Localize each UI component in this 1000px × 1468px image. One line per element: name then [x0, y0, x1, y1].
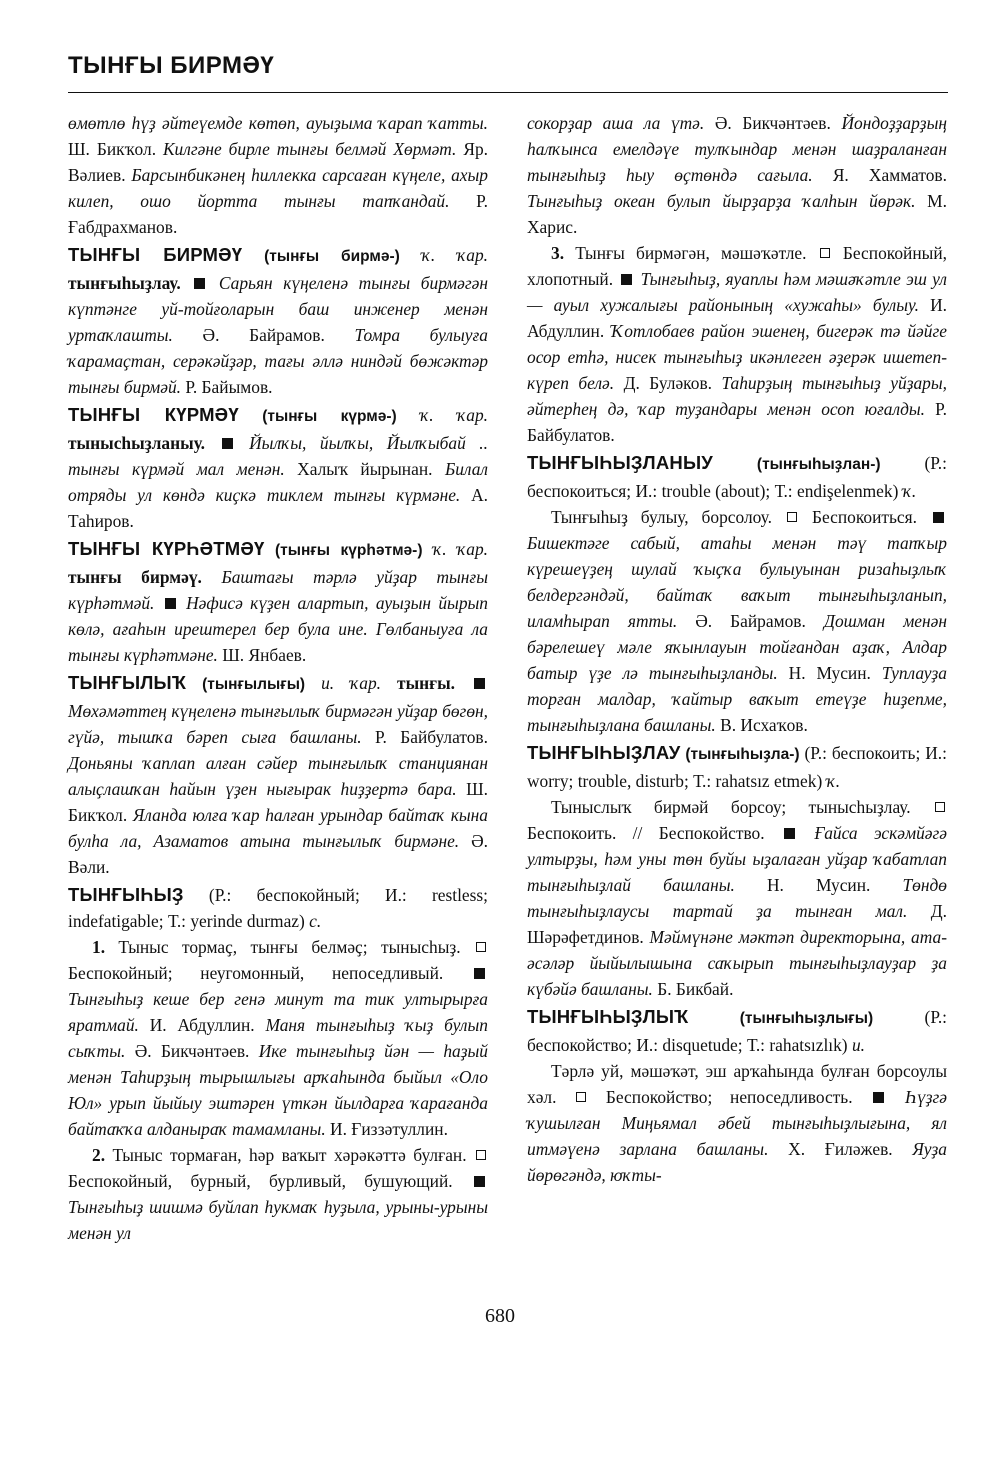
example-text: Йылҡы, йылҡы, Йылҡыбай .. тынғы күрмәй мал менән. [68, 433, 488, 479]
example-text: Ҡотлобаев район эшенең, бигерәк тә йәйге осор етһә, нисек тынғыһыҙ икәнлеген әҙерәк ишетеп-күреп белә. [527, 321, 947, 393]
example-text: ҡ. ҡар. [399, 245, 489, 265]
translation-marker-icon [787, 512, 797, 522]
example-text: Килгәне бирле тынғы белмәй Хөрмәт. [163, 139, 457, 159]
translation-marker-icon [476, 1150, 486, 1160]
plain-text: Ә. Байрамов. [172, 325, 355, 345]
plain-text: Тыныслыҡ бирмәй борсоу; тыныcһыҙлау. [551, 797, 911, 817]
plain-text: Тынғыһыҙ булыу, борсолоу. [551, 507, 772, 527]
example-text: Ике тынғыһыҙ йән — һаҙый менән Таһирҙың тырышлығы арҡаһында быйыл «Оло Юл» урып йыйыу эштәрен үткән йылдарға ҡарағанда байтаҡҡа алданыраҡ тамамланы. [68, 1041, 488, 1139]
example-marker-icon [621, 274, 632, 285]
example-marker-icon [474, 968, 485, 979]
example-text: ҡ. ҡар. [422, 539, 489, 559]
entry-definition [527, 794, 947, 1002]
plain-text: Ә. Бикчәнтәев. [704, 113, 842, 133]
example-text: Дошман менән бәрелешеү мәле яҡынлауын тойғандан аҙаҡ, Алдар батыр үҙе лә тынғыһыҙланды. [527, 611, 947, 683]
plain-text: Беспокоить. // Беспокойство. [527, 823, 765, 843]
headword-stem: (тынғыһыҙлығы) [688, 1010, 874, 1027]
plain-text: И. Абдуллин. [138, 1015, 266, 1035]
headword: ТЫНҒЫ БИРМӘҮ [68, 244, 243, 265]
example-marker-icon [222, 438, 233, 449]
plain-text: Ш. Янбаев. [217, 645, 307, 665]
example-marker-icon [165, 598, 176, 609]
plain-text: Халыҡ йырынан. [284, 459, 445, 479]
dictionary-entry [68, 402, 488, 534]
example-text: Төндө тынғыһыҙлаусы тартай ҙа тынған мал. [527, 875, 947, 921]
dictionary-entry [68, 882, 488, 934]
plain-text: Тынғы бирмәгән, мәшәҡәтле. [564, 243, 807, 263]
example-marker-icon [933, 512, 944, 523]
example-text: Тынғыһыҙ шишмә буйлап һукмаҡ һуҙыла, урыны-урыны менән ул [68, 1197, 488, 1243]
example-text: Яуҙа йөрөгәндә, юҡты- [527, 1139, 947, 1185]
headword-stem: (тынғы күрмә-) [238, 408, 397, 425]
example-text: Нәфисә күҙен алартып, ауыҙын йырып көлә, ағаһын ирештерел бер була ине. Гөлбаныуға ла тынғы күрһәтмәне. [68, 593, 489, 665]
example-text: с. [309, 911, 322, 931]
example-text: Бишектәге сабый, атаһы менән тәү тапҡыр күрешеүҙең шулай ҡыҫҡа булыуынан ризаһыҙлыҡ белдергәндәй, байтаҡ ваҡыт тынғыһыҙланып, иламһырап ятты. [527, 533, 947, 631]
plain-text: (Р.: беспокойный; И.: restless; indefatigable; Т.: yerinde durmaz) [68, 885, 488, 931]
plain-text: М. Харис. [527, 191, 947, 237]
headword-stem: (тынғыһыҙлан-) [713, 456, 881, 473]
dictionary-entry [68, 242, 488, 400]
dictionary-entry [68, 536, 488, 668]
example-marker-icon [873, 1092, 884, 1103]
bold-reference: 2. [92, 1145, 106, 1165]
numbered-sense [68, 934, 488, 1142]
plain-text: Д. Шәрәфетдинов. [527, 901, 947, 947]
example-text: Туплауҙа торған малдар, ҡайтыр ваҡыт етеүҙе һиҙепме, тынғыһыҙлана башланы. [527, 663, 947, 735]
plain-text: Ә. Бикчәнтәев. [125, 1041, 259, 1061]
plain-text: Яр. Вәлиев. [68, 139, 488, 185]
bold-reference: 3. [551, 243, 565, 263]
entry-definition [527, 1058, 947, 1188]
translation-marker-icon [820, 248, 830, 258]
example-text: Һүҙгә ҡушылған Миңьямал әбей тынғыһыҙлығына, ял итмәүенә зарлана башланы. [527, 1087, 947, 1159]
entry-definition [527, 504, 947, 738]
continued-text [527, 110, 947, 240]
bold-reference: тынғыһыҙлау. [68, 273, 181, 293]
plain-text: (Р.: беспокойство; И.: disquetude; Т.: rahatsızlık) [527, 1007, 947, 1055]
example-text: Билал отряды ул көндә киҫкә тиклем тынғы күрмәне. [68, 459, 488, 505]
plain-text: И. Абдуллин. [527, 295, 947, 341]
example-text: өмөтлө һүҙ әйтеүемде көтөп, ауыҙыма ҡарап ҡатты. [68, 113, 488, 133]
translation-marker-icon [476, 942, 486, 952]
example-text: Мәймүнәне мәктәп директорына, ата-әсәләр йыйылышына саҡырып тынғыһыҙлауҙар ҙа күбәйә башланы. [527, 927, 947, 999]
bold-reference: 1. [92, 937, 106, 957]
example-text: Яланда юлға ҡар һалған урындар байтаҡ кына булһа ла, Азаматов атына тынғылыҡ бирмәне. [68, 805, 488, 851]
headword: ТЫНҒЫ КҮРҺӘТМӘҮ [68, 538, 265, 559]
headword-stem: (тынғыһыҙла-) [680, 746, 800, 763]
right-column [527, 110, 947, 1188]
plain-text: Беспокоиться. [811, 507, 917, 527]
example-text: Мөхәмәттең күңеленә тынғылыҡ бирмәгән уйҙар бөгөн, гүйә, тышҡа бәреп сыға башланы. [68, 701, 488, 747]
headword: ТЫНҒЫҺЫҘ [68, 884, 184, 905]
numbered-sense [527, 240, 947, 448]
example-text: ҡ. [902, 481, 917, 501]
plain-text: Ә. Байрамов. [677, 611, 824, 631]
dictionary-entry [527, 1004, 947, 1058]
example-text: и. ҡар. [305, 673, 398, 693]
example-text: Барсынбикәнең һиллекка сарсаған күңеле, ахыр килеп, ошо йортта тынғы тапҡандай. [68, 165, 488, 211]
bold-reference: тынғы бирмәү. [68, 567, 202, 587]
bold-reference: тыныcһыҙланыу. [68, 433, 206, 453]
headword: ТЫНҒЫ КҮРМӘҮ [68, 404, 239, 425]
plain-text: (Р.: беспокоить; И.: worry; trouble, disturb; Т.: rahatsız etmek) [527, 743, 947, 791]
plain-text: И. Ғиззәтуллин. [325, 1119, 448, 1139]
example-text: Маня тынғыһыҙ ҡыҙ булып сыҡты. [68, 1015, 488, 1061]
plain-text: Р. Байбулатов. [361, 727, 488, 747]
example-text: Томра булыуға ҡарамаҫтан, серәкәйҙәр, тағы әллә ниндәй бөжәктәр тынғы бирмәй. [68, 325, 488, 397]
plain-text: Я. Хамматов. [812, 165, 947, 185]
plain-text: Р. Ғабдрахманов. [68, 191, 488, 237]
translation-marker-icon [935, 802, 945, 812]
continued-text [68, 110, 488, 240]
headword: ТЫНҒЫҺЫҘЛАНЫУ [527, 452, 713, 473]
plain-text: (Р.: беспокоиться; И.: trouble (about); Т.: endişelenmek) [527, 453, 947, 501]
plain-text: Тыныс тормаҫ, тынғы белмәҫ; тыныcһыҙ. [105, 937, 461, 957]
headword: ТЫНҒЫҺЫҘЛЫҠ [527, 1006, 689, 1027]
translation-marker-icon [576, 1092, 586, 1102]
plain-text: Беспокойство; непоседливость. [605, 1087, 853, 1107]
example-text: Баштағы тәрлә уйҙар тынғы күрһәтмәй. [68, 567, 488, 613]
bold-reference: тынғы. [397, 673, 455, 693]
plain-text: Беспокойный, бурный, бурливый, бушующий. [68, 1171, 453, 1191]
plain-text: Беспокойный, хлопотный. [527, 243, 947, 289]
headword-stem: (тынғылығы) [186, 676, 306, 693]
headword-stem: (тынғы бирмә-) [242, 248, 400, 265]
example-text: ҡ. [826, 771, 841, 791]
plain-text: Ш. Бикҡол. [68, 779, 488, 825]
left-column [68, 110, 488, 1246]
example-text: Йондоҙҙарҙың һалҡынса емелдәүе тулҡындар менән шаҙраланған тынғыһыҙ һыу өҫтөндә сағыла. [527, 113, 947, 185]
example-text: Сарьян күңеленә тынғы бирмәгән күптәнге уй-тойғоларын баш инженер менән уртаҡлашты. [68, 273, 488, 345]
headword-stem: (тынғы күрһәтмә-) [264, 542, 423, 559]
page-number: 680 [485, 1305, 515, 1327]
example-marker-icon [474, 1176, 485, 1187]
example-marker-icon [474, 678, 485, 689]
example-text: и. [851, 1035, 865, 1055]
header-rule [68, 92, 948, 93]
running-head: ТЫНҒЫ БИРМӘҮ [68, 52, 275, 79]
headword: ТЫНҒЫЛЫҠ [68, 672, 187, 693]
plain-text: А. Таһиров. [68, 485, 488, 531]
plain-text: Х. Ғиләжев. [768, 1139, 913, 1159]
example-marker-icon [194, 278, 205, 289]
example-text: Тынғыһыҙ океан булып йырҙарҙа ҡалһын йөрәк. [527, 191, 916, 211]
example-text: Тынғыһыҙ кеше бер генә минут та тик ултырырға яратмай. [68, 989, 488, 1035]
plain-text: Р. Байбулатов. [527, 399, 947, 445]
example-text: Ғайса эскәмйәгә ултырҙы, һәм уны төн буйы ыҙалаған уйҙар ҡабатлап тынғыһыҙлай башланы. [527, 823, 947, 895]
example-text: Тынғыһыҙ, яуаплы һәм мәшәҡәтле эш ул — ауыл хужалығы районының «хужаһы» булыу. [527, 269, 947, 315]
example-text: Доньяны ҡаплап алған сәйер тынғылыҡ станциянан алыҫлашҡан һайын үҙен нығырак һиҙҙертә бара. [68, 753, 488, 799]
plain-text: Н. Мусин. [734, 875, 903, 895]
dictionary-entry [527, 740, 947, 794]
dictionary-entry [527, 450, 947, 504]
plain-text: В. Исхаҡов. [715, 715, 808, 735]
example-text: ҡ. ҡар. [396, 405, 488, 425]
plain-text: Д. Буләков. [614, 373, 722, 393]
example-text: Таһирҙың тынғыһыҙ уйҙары, әйтерһең дә, ҡар туҙандары менән осоп юғалды. [527, 373, 947, 419]
example-text: сокорҙар аша ла үтә. [527, 113, 705, 133]
dictionary-entry [68, 670, 488, 880]
headword: ТЫНҒЫҺЫҘЛАУ [527, 742, 681, 763]
numbered-sense [68, 1142, 488, 1246]
plain-text: Р. Байымов. [181, 377, 273, 397]
example-marker-icon [784, 828, 795, 839]
plain-text: Б. Бикбай. [652, 979, 734, 999]
plain-text: Ш. Бикҡол. [68, 139, 163, 159]
plain-text: Беспокойный; неугомонный, непоседливый. [68, 963, 444, 983]
plain-text: Н. Мусин. [777, 663, 882, 683]
plain-text [202, 567, 222, 587]
plain-text: Тәрлә уй, мәшәҡәт, эш арҡаһында булған борсоулы хәл. [527, 1061, 947, 1107]
plain-text: Ә. Вәли. [68, 831, 488, 877]
plain-text: Тыныс тормаған, һәр ваҡыт хәрәкәттә булған. [105, 1145, 467, 1165]
